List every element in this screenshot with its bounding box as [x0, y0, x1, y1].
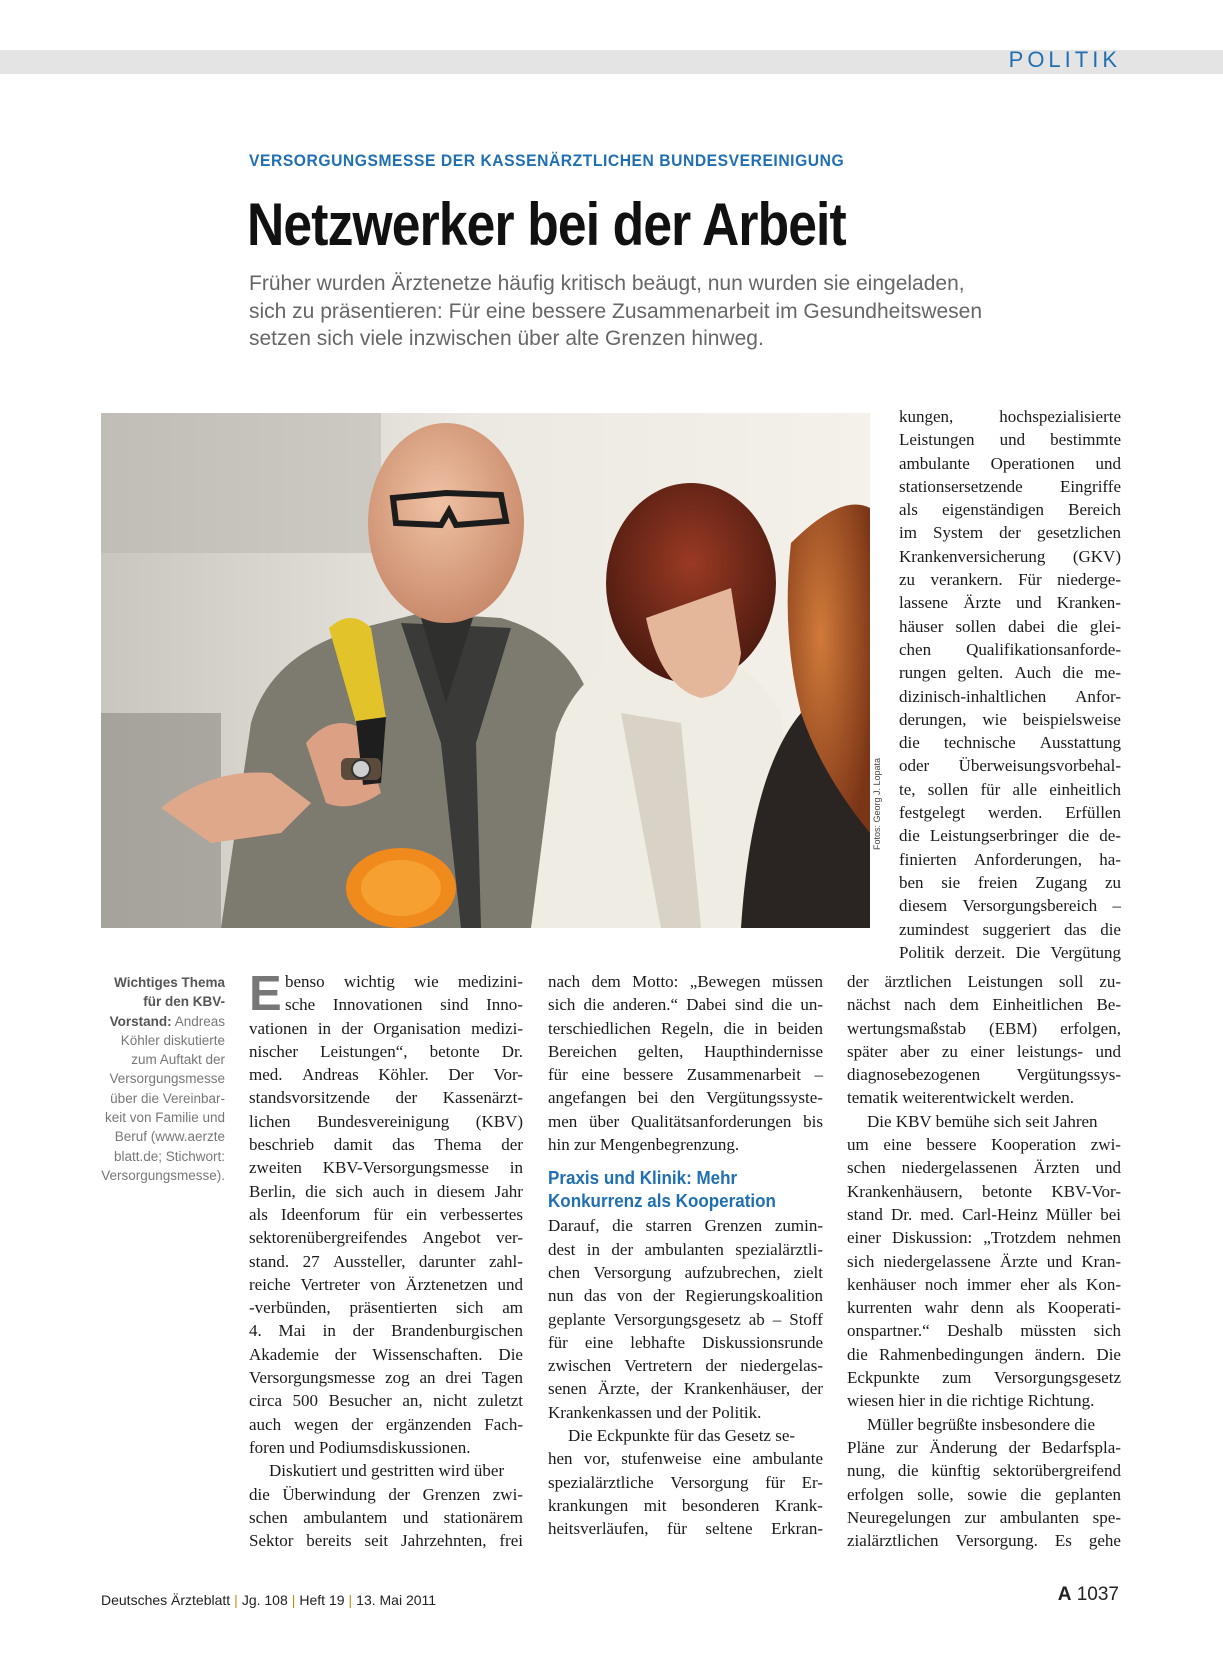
text-line: diesem Versorgungsbereich – — [899, 896, 1121, 916]
text-line: stand Dr. med. Carl-Heinz Müller bei — [847, 1204, 1121, 1224]
text-line: sich niedergelassene Ärzte und Kran- — [847, 1251, 1121, 1271]
text-line: die Überwindung der Grenzen zwi- — [249, 1484, 523, 1504]
page-footer — [101, 1592, 436, 1608]
text-line: Diskutiert und gestritten wird über — [269, 1461, 505, 1481]
article-photo — [101, 413, 870, 928]
caption-text: Andreas — [174, 1013, 225, 1029]
footer-separator: | — [348, 1592, 353, 1608]
text-line: einer Diskussion: „Trotzdem nehmen — [847, 1228, 1121, 1248]
text-line: sche Innovationen sind Inno- — [285, 995, 523, 1015]
text-line: erfolgen solle, sowie die geplanten — [847, 1484, 1121, 1504]
text-line: zweiten KBV-Versorgungsmesse in — [249, 1158, 523, 1178]
text-line: med. Andreas Köhler. Der Vor- — [249, 1065, 523, 1085]
text-line: nischer Leistungen“, betonte Dr. — [249, 1041, 523, 1061]
lead-line: setzen sich viele inzwischen über alte Grenzen hinweg. — [249, 327, 764, 350]
text-line: Müller begrüßte insbesondere die — [867, 1414, 1096, 1434]
photo-credit: Fotos: Georg J. Lopata — [872, 757, 882, 850]
text-line: heitsverläufen, für seltene Erkran- — [548, 1519, 823, 1539]
text-line: Leistungen und bestimmte — [899, 430, 1121, 450]
subheading-line: Praxis und Klinik: Mehr — [548, 1167, 738, 1189]
journal-issue: Heft 19 — [299, 1592, 345, 1608]
text-line: Politik derzeit. Die Vergütung — [899, 942, 1121, 962]
text-line: um eine bessere Kooperation zwi- — [847, 1135, 1121, 1155]
text-line: zumindest suggeriert das die — [899, 919, 1121, 939]
footer-separator: | — [291, 1592, 296, 1608]
caption-line: Köhler diskutierte — [120, 1032, 225, 1048]
panel-photo-illustration — [101, 413, 870, 928]
text-line: senen Ärzte, der Krankenhäuser, der — [548, 1379, 823, 1399]
text-line: im System der gesetzlichen — [899, 523, 1121, 543]
text-line: Berlin, die sich auch in diesem Jahr — [249, 1181, 523, 1201]
text-line: die technische Ausstattung — [899, 733, 1121, 753]
text-line: Neuregelungen zur ambulanten spe- — [847, 1507, 1121, 1527]
text-line: zu verankern. Für niederge- — [899, 570, 1121, 590]
caption-line: über die Vereinbar- — [110, 1090, 225, 1106]
body-column-3 — [847, 970, 1121, 1552]
page-prefix: A — [1057, 1584, 1072, 1605]
page-number — [1058, 1584, 1119, 1606]
page-number-value: 1037 — [1076, 1584, 1119, 1605]
text-line: geplante Versorgungsgesetz ab – Stoff — [548, 1309, 823, 1329]
text-line: diagnosebezogenen Vergütungssys- — [847, 1065, 1121, 1085]
subheading — [548, 1166, 801, 1212]
text-line: wiesen hier in die richtige Richtung. — [847, 1391, 1095, 1411]
text-line: dizinisch-inhaltlichen Anfor- — [899, 686, 1121, 706]
text-line: schen ambulantem und stationärem — [249, 1507, 523, 1527]
text-line: rungen gelten. Auch die me- — [899, 663, 1121, 683]
text-line: häuser sollen dabei die glei- — [899, 616, 1121, 636]
text-line: derungen, wie beispielsweise — [899, 709, 1121, 729]
text-line: Sektor bereits seit Jahrzehnten, frei — [249, 1531, 523, 1551]
text-line: onspartner.“ Deshalb müssten sich — [847, 1321, 1121, 1341]
text-line: vationen in der Organisation medizi- — [249, 1018, 523, 1038]
text-line: oder Überweisungsvorbehal- — [899, 756, 1121, 776]
text-line: hin zur Mengenbegrenzung. — [548, 1135, 740, 1155]
text-line: Die KBV bemühe sich seit Jahren — [867, 1111, 1098, 1131]
lead-line: sich zu präsentieren: Für eine bessere Zusammenarbeit im Gesundheitswesen — [249, 299, 983, 323]
lead-line: Früher wurden Ärztenetze häufig kritisch beäugt, nun wurden sie eingeladen, — [249, 272, 965, 295]
journal-name: Deutsches Ärzteblatt — [101, 1592, 231, 1608]
text-line: -verbünden, präsentierten sich am — [249, 1298, 523, 1318]
article-lead — [249, 270, 1059, 353]
text-line: Darauf, die starren Grenzen zumin- — [548, 1216, 823, 1236]
text-line: Krankenhäusern, betonte KBV-Vor- — [847, 1181, 1121, 1201]
text-line: nun das von der Regierungskoalition — [548, 1286, 823, 1306]
text-line: stationsersetzende Eingriffe — [899, 476, 1121, 496]
text-line: foren und Podiumsdiskussionen. — [249, 1437, 471, 1457]
text-line: Versorgungsmesse zog an drei Tagen — [249, 1368, 523, 1388]
text-line: beschrieb damit das Thema der — [249, 1135, 523, 1155]
text-line: Krankenversicherung (GKV) — [899, 546, 1121, 566]
text-line: circa 500 Besucher an, nicht zuletzt — [249, 1391, 523, 1411]
text-line: für eine bessere Zusammenarbeit – — [548, 1065, 823, 1085]
caption-line: Versorgungsmesse). — [101, 1167, 225, 1183]
caption-line: Versorgungsmesse — [109, 1071, 225, 1087]
text-line: kungen, hochspezialisierte — [899, 407, 1121, 426]
text-line: Akademie der Wissenschaften. Die — [249, 1344, 523, 1364]
caption-bold-line: Wichtiges Thema — [114, 975, 225, 990]
text-line: als Ideenforum für ein verbessertes — [249, 1204, 523, 1224]
text-line: als eigenständigen Bereich — [899, 500, 1121, 520]
issue-date: 13. Mai 2011 — [356, 1592, 437, 1608]
body-column-3-top — [899, 405, 1121, 964]
text-line: nächst nach dem Einheitlichen Be- — [847, 995, 1121, 1015]
text-line: terschiedlichen Regeln, die in beiden — [548, 1018, 823, 1038]
caption-line: keit von Familie und — [104, 1110, 225, 1126]
text-line: standsvorsitzende der Kassenärzt- — [249, 1088, 523, 1108]
text-line: nung, die künftig sektorübergreifend — [847, 1461, 1121, 1481]
text-line: hen vor, stufenweise eine ambulante — [548, 1449, 823, 1469]
text-line: die Rahmenbedingungen ändern. Die — [847, 1344, 1121, 1364]
photo-caption — [95, 973, 225, 1185]
article-title: Netzwerker bei der Arbeit — [247, 191, 846, 258]
text-line: Krankenkassen und der Politik. — [548, 1402, 762, 1422]
text-line: wertungsmaßstab (EBM) erfolgen, — [847, 1018, 1121, 1038]
text-line: tematik weiterentwickelt werden. — [847, 1088, 1075, 1108]
article-kicker: VERSORGUNGSMESSE DER KASSENÄRZTLICHEN BUNDESVEREINIGUNG — [249, 151, 845, 170]
text-line: benso wichtig wie medizini- — [285, 972, 523, 991]
text-line: finierten Anforderungen, ha- — [899, 849, 1121, 869]
caption-line: zum Auftakt der — [131, 1052, 225, 1068]
body-column-2 — [548, 970, 823, 1541]
drop-cap: E — [249, 967, 282, 1021]
text-line: sich die anderen.“ Dabei sind die un- — [548, 995, 823, 1015]
text-line: te, sollen für alle einheitlich — [899, 779, 1121, 799]
text-line: lassene Ärzte und Kranken- — [899, 593, 1121, 613]
text-line: men über Qualitätsanforderungen bis — [548, 1111, 823, 1131]
text-line: sektorenübergreifendes Angebot ver- — [249, 1228, 523, 1248]
text-line: dest in der ambulanten spezialärztli- — [548, 1239, 823, 1259]
text-line: 4. Mai in der Brandenburgischen — [249, 1321, 523, 1341]
text-line: der ärztlichen Leistungen soll zu- — [847, 972, 1121, 991]
text-line: kenhäuser noch immer eher als Kon- — [847, 1274, 1121, 1294]
text-line: angefangen bei den Vergütungssyste- — [548, 1088, 823, 1108]
text-line: zialärztlichen Versorgung. Es gehe — [847, 1531, 1121, 1551]
text-line: schen niedergelassenen Ärzten und — [847, 1158, 1121, 1178]
text-line: spezialärztliche Versorgung für Er- — [548, 1472, 823, 1492]
text-line: ambulante Operationen und — [899, 453, 1121, 473]
text-line: Eckpunkte zum Versorgungsgesetz — [847, 1368, 1121, 1388]
text-line: Pläne zur Änderung der Bedarfspla- — [847, 1437, 1121, 1457]
footer-separator: | — [234, 1592, 238, 1608]
text-line: ben sie freien Zugang zu — [899, 872, 1121, 892]
body-column-1 — [249, 967, 523, 1552]
text-line: reiche Vertreter von Ärztenetzen und — [249, 1274, 523, 1294]
text-line: chen Versorgung aufzubrechen, zielt — [548, 1262, 823, 1282]
caption-line: Beruf (www.aerzte — [114, 1129, 225, 1145]
text-line: krankungen mit besonderen Krank- — [548, 1495, 823, 1515]
caption-line: blatt.de; Stichwort: — [113, 1148, 225, 1164]
text-line: später aber zu einer leistungs- und — [847, 1041, 1121, 1061]
text-line: die Leistungserbringer die de- — [899, 826, 1121, 846]
caption-bold-line: Vorstand: — [109, 1013, 172, 1029]
section-label: POLITIK — [1008, 47, 1121, 72]
journal-volume: Jg. 108 — [241, 1592, 288, 1608]
text-line: Bereichen gelten, Haupthindernisse — [548, 1041, 823, 1061]
text-line: für eine lebhafte Diskussionsrunde — [548, 1332, 823, 1352]
text-line: kurrenten wahr denn als Kooperati- — [847, 1298, 1121, 1318]
text-line: auch wegen der ergänzenden Fach- — [249, 1414, 523, 1434]
text-line: stand. 27 Aussteller, darunter zahl- — [249, 1251, 523, 1271]
text-line: nach dem Motto: „Bewegen müssen — [548, 972, 823, 991]
text-line: chen Qualifikationsanforde- — [899, 639, 1121, 659]
text-line: Die Eckpunkte für das Gesetz se- — [568, 1426, 796, 1446]
caption-bold-line: für den KBV- — [143, 994, 225, 1010]
text-line: zwischen Vertretern der niedergelas- — [548, 1356, 823, 1376]
subheading-line: Konkurrenz als Kooperation — [548, 1190, 776, 1212]
text-line: lichen Bundesvereinigung (KBV) — [249, 1111, 523, 1131]
dropcap-block — [249, 967, 523, 1021]
text-line: festgelegt werden. Erfüllen — [899, 803, 1121, 823]
